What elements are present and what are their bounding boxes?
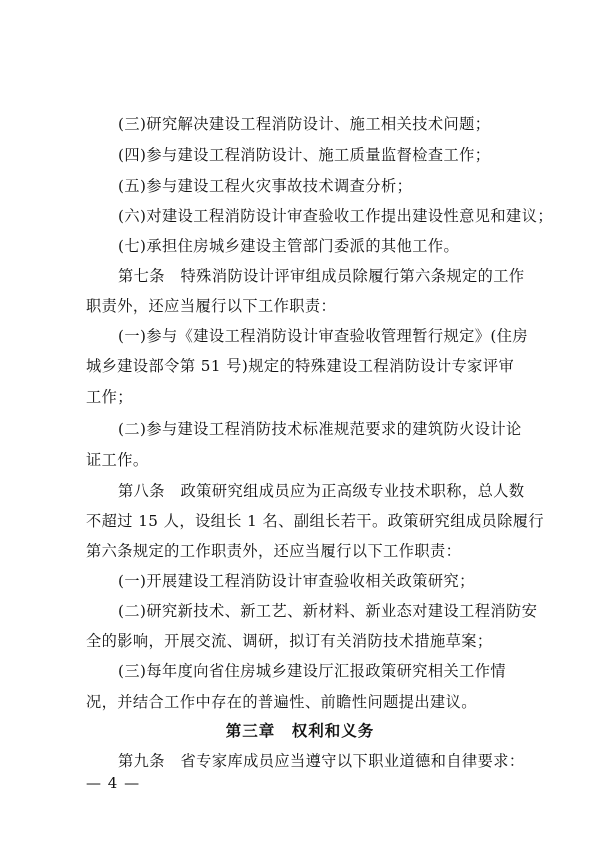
paragraph-line: (三)研究解决建设工程消防设计、施工相关技术问题； bbox=[118, 115, 491, 133]
paragraph-line: (七)承担住房城乡建设主管部门委派的其他工作。 bbox=[118, 237, 460, 255]
article-8-line-1: 第八条 政策研究组成员应为正高级专业技术职称，总人数 bbox=[118, 482, 525, 500]
paragraph-line: 况，并结合工作中存在的普遍性、前瞻性问题提出建议。 bbox=[86, 693, 477, 711]
article-8-line-3: 第六条规定的工作职责外，还应当履行以下工作职责： bbox=[86, 542, 462, 560]
paragraph-line: 全的影响，开展交流、调研，拟订有关消防技术措施草案； bbox=[86, 632, 493, 650]
paragraph-line: (五)参与建设工程火灾事故技术调查分析； bbox=[118, 177, 413, 195]
paragraph-line: (一)参与《建设工程消防设计审查验收管理暂行规定》(住房 bbox=[118, 327, 529, 345]
paragraph-line: (四)参与建设工程消防设计、施工质量监督检查工作； bbox=[118, 146, 491, 164]
paragraph-line: (二)研究新技术、新工艺、新材料、新业态对建设工程消防安 bbox=[118, 602, 538, 620]
page-number: — 4 — bbox=[86, 774, 141, 792]
article-8-line-2: 不超过 15 人，设组长 1 名、副组长若干。政策研究组成员除履行 bbox=[86, 512, 545, 530]
paragraph-line: 工作； bbox=[86, 388, 133, 406]
chapter-heading: 第三章 权利和义务 bbox=[225, 722, 375, 740]
paragraph-line: (六)对建设工程消防设计审查验收工作提出建设性意见和建议； bbox=[118, 207, 553, 225]
article-7-line-2: 职责外，还应当履行以下工作职责： bbox=[86, 297, 337, 315]
paragraph-line: 证工作。 bbox=[86, 451, 149, 469]
article-7-line-1: 第七条 特殊消防设计评审组成员除履行第六条规定的工作 bbox=[118, 267, 525, 285]
paragraph-line: (三)每年度向省住房城乡建设厅汇报政策研究相关工作情 bbox=[118, 662, 507, 680]
article-9-line: 第九条 省专家库成员应当遵守以下职业道德和自律要求： bbox=[118, 752, 525, 770]
paragraph-line: 城乡建设部令第 51 号)规定的特殊建设工程消防设计专家评审 bbox=[86, 357, 515, 375]
paragraph-line: (二)参与建设工程消防技术标准规范要求的建筑防火设计论 bbox=[118, 420, 522, 438]
paragraph-line: (一)开展建设工程消防设计审查验收相关政策研究； bbox=[118, 572, 475, 590]
